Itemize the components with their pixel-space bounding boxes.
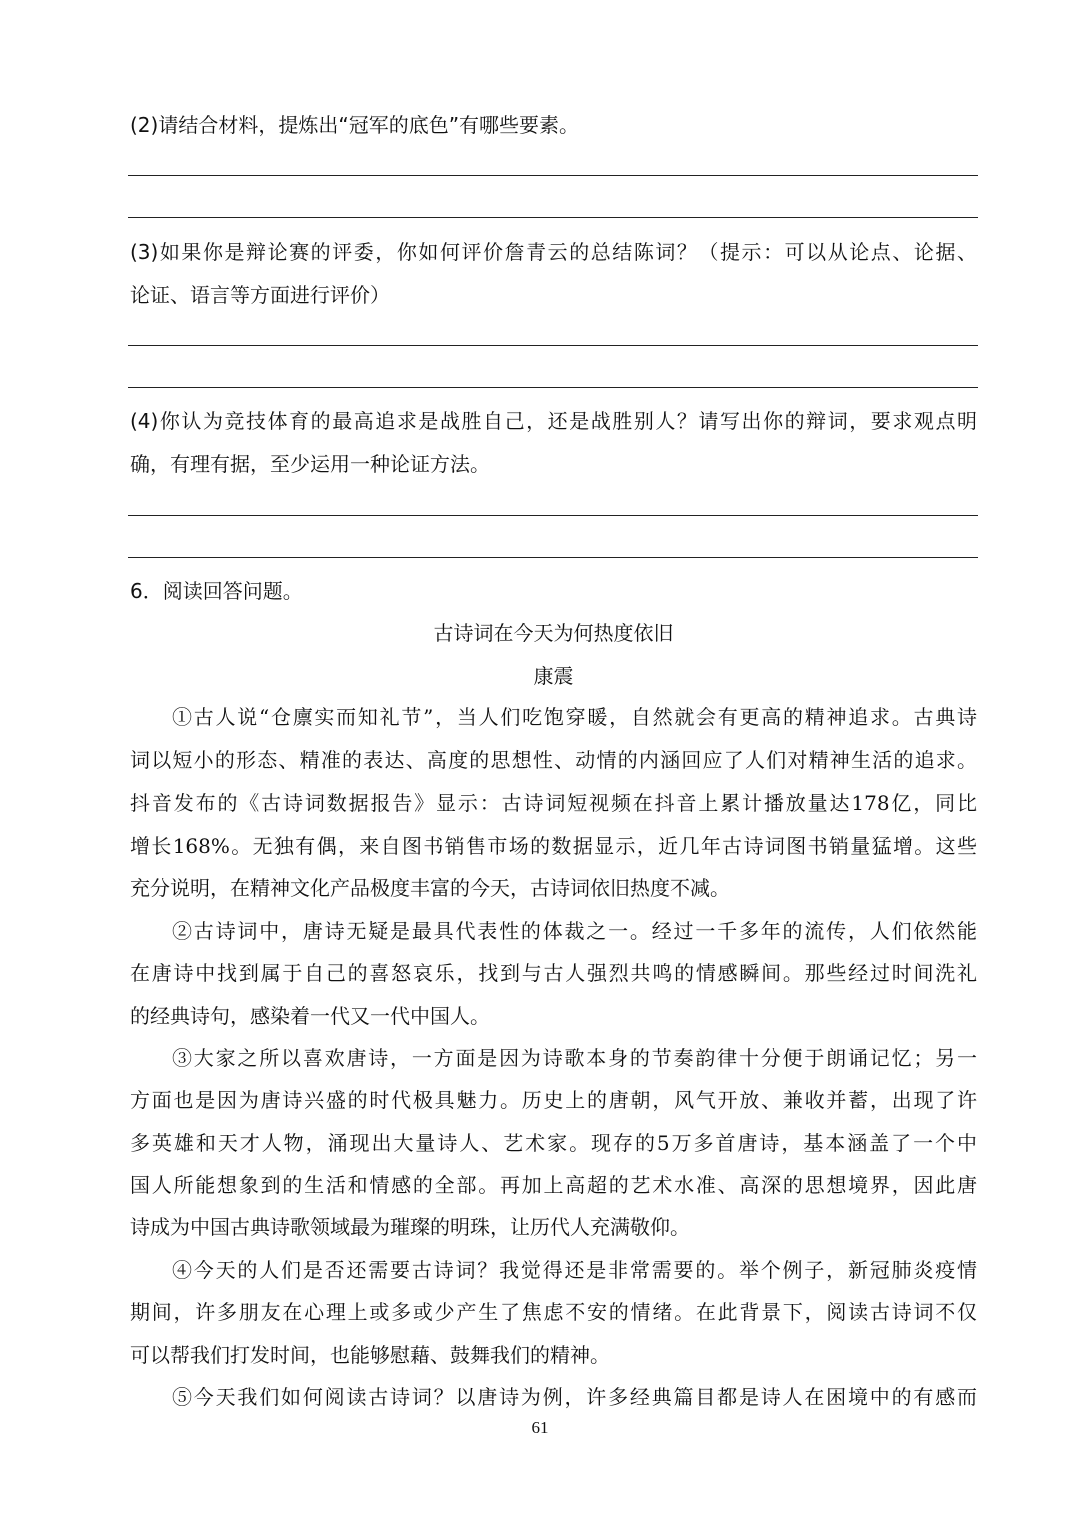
page-number: 61 [531, 1418, 549, 1437]
paragraph-3-line: ③大家之所以喜欢唐诗，一方面是因为诗歌本身的节奏韵律十分便于朗诵记忆；另一 [172, 1046, 977, 1070]
paragraph-2-line: 的经典诗句，感染着一代又一代中国人。 [130, 1004, 490, 1028]
article-author: 康震 [533, 664, 574, 688]
paragraph-3-line: 方面也是因为唐诗兴盛的时代极具魅力。历史上的唐朝，风气开放、兼收并蓄，出现了许 [130, 1088, 977, 1112]
question-3-line-1: (3)如果你是辩论赛的评委，你如何评价詹青云的总结陈词？（提示：可以从论点、论据、 [130, 240, 977, 264]
question-2: (2)请结合材料，提炼出“冠军的底色”有哪些要素。 [130, 113, 580, 137]
paragraph-4-line: 期间，许多朋友在心理上或多或少产生了焦虑不安的情绪。在此背景下，阅读古诗词不仅 [130, 1300, 977, 1324]
question-4-line-2: 确，有理有据，至少运用一种论证方法。 [130, 452, 490, 476]
answer-line[interactable] [128, 345, 978, 346]
question-3-line-2: 论证、语言等方面进行评价） [130, 283, 390, 307]
paragraph-1-line: 词以短小的形态、精准的表达、高度的思想性、动情的内涵回应了人们对精神生活的追求。 [130, 748, 977, 772]
article-title: 古诗词在今天为何热度依旧 [433, 621, 674, 645]
section-6-heading: 6．阅读回答问题。 [130, 579, 303, 603]
answer-line[interactable] [128, 387, 978, 388]
paragraph-4-line: ④今天的人们是否还需要古诗词？我觉得还是非常需要的。举个例子，新冠肺炎疫情 [172, 1258, 977, 1282]
paragraph-3-line: 多英雄和天才人物，涌现出大量诗人、艺术家。现存的5万多首唐诗，基本涵盖了一个中 [130, 1131, 977, 1155]
paragraph-4-line: 可以帮我们打发时间，也能够慰藉、鼓舞我们的精神。 [130, 1343, 610, 1367]
answer-line[interactable] [128, 515, 978, 516]
answer-line[interactable] [128, 175, 978, 176]
paragraph-5-line: ⑤今天我们如何阅读古诗词？以唐诗为例，许多经典篇目都是诗人在困境中的有感而 [172, 1385, 977, 1409]
paragraph-2-line: 在唐诗中找到属于自己的喜怒哀乐，找到与古人强烈共鸣的情感瞬间。那些经过时间洗礼 [130, 961, 977, 985]
paragraph-1-line: ①古人说“仓廪实而知礼节”，当人们吃饱穿暖，自然就会有更高的精神追求。古典诗 [172, 705, 977, 729]
paragraph-1-line: 充分说明，在精神文化产品极度丰富的今天，古诗词依旧热度不减。 [130, 876, 730, 900]
paragraph-2-line: ②古诗词中，唐诗无疑是最具代表性的体裁之一。经过一千多年的流传，人们依然能 [172, 919, 977, 943]
paragraph-3-line: 国人所能想象到的生活和情感的全部。再加上高超的艺术水准、高深的思想境界，因此唐 [130, 1173, 977, 1197]
answer-line[interactable] [128, 217, 978, 218]
question-4-line-1: (4)你认为竞技体育的最高追求是战胜自己，还是战胜别人？请写出你的辩词，要求观点明 [130, 409, 977, 433]
paragraph-1-line: 抖音发布的《古诗词数据报告》显示：古诗词短视频在抖音上累计播放量达178亿，同比 [130, 791, 977, 815]
paragraph-3-line: 诗成为中国古典诗歌领域最为璀璨的明珠，让历代人充满敬仰。 [130, 1215, 690, 1239]
answer-line[interactable] [128, 557, 978, 558]
paragraph-1-line: 增长168%。无独有偶，来自图书销售市场的数据显示，近几年古诗词图书销量猛增。这些 [130, 834, 977, 858]
